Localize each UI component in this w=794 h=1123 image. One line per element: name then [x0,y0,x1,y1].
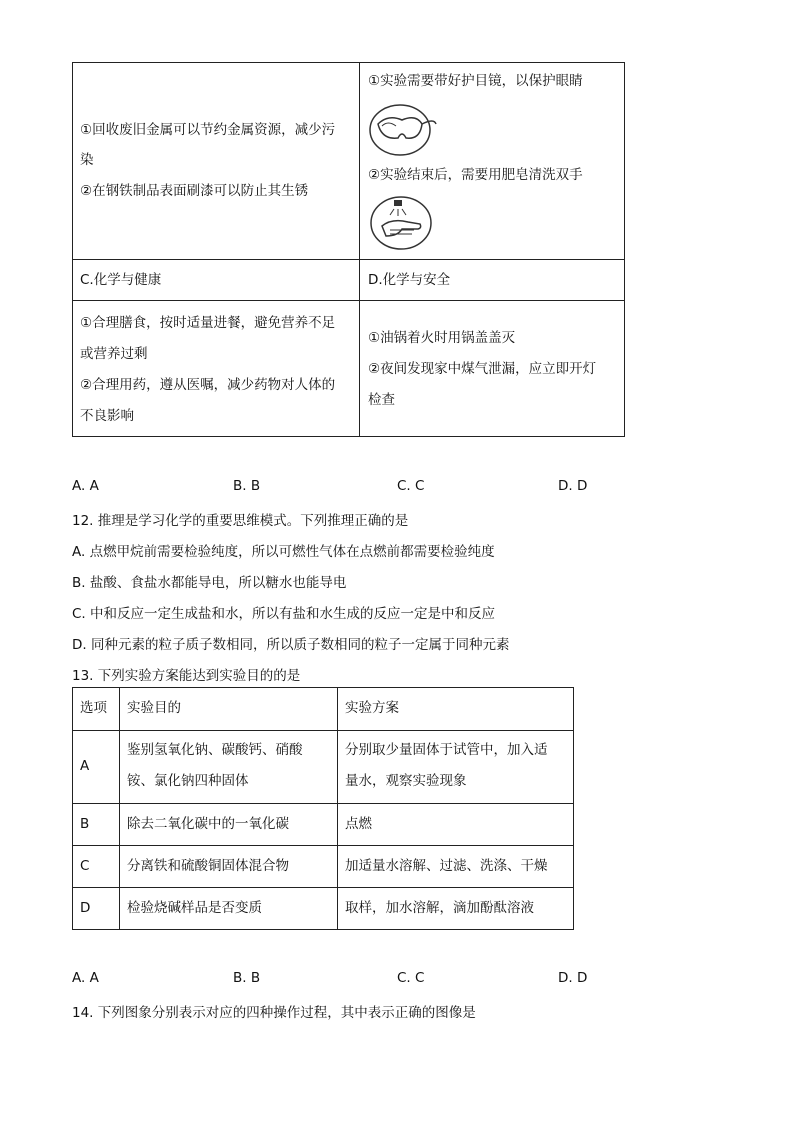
q13-header-option: 选项 [80,700,107,716]
q13-option-b[interactable]: B. B [233,970,261,986]
q12-option-b[interactable]: B. 盐酸、食盐水都能导电，所以糖水也能导电 [72,575,347,591]
cell-health-4: 不良影响 [80,408,134,424]
cell-metal-1: ①回收废旧金属可以节约金属资源，减少污 [80,122,336,138]
q14-stem: 14. 下列图象分别表示对应的四种操作过程，其中表示正确的图像是 [72,1005,476,1021]
q13-row-a-goal-1: 鉴别氢氧化钠、碳酸钙、硝酸 [127,742,303,758]
q13-option-c[interactable]: C. C [397,970,425,986]
q13-row-b-goal: 除去二氧化碳中的一氧化碳 [127,816,289,832]
q11-option-b[interactable]: B. B [233,478,261,494]
cell-safety-3: 检查 [368,392,395,408]
cell-health-2: 或营养过剩 [80,346,148,362]
q13-row-b-plan: 点燃 [345,816,372,832]
cell-metal-2: 染 [80,152,94,168]
q13-row-d-goal: 检验烧碱样品是否变质 [127,900,262,916]
q12-option-d[interactable]: D. 同种元素的粒子质子数相同，所以质子数相同的粒子一定属于同种元素 [72,637,510,653]
q11-option-c[interactable]: C. C [397,478,425,494]
hand-washing-icon [368,194,438,252]
cell-safety-2: ②夜间发现家中煤气泄漏，应立即开灯 [368,361,597,377]
cell-metal-3: ②在钢铁制品表面刷漆可以防止其生锈 [80,183,309,199]
cell-health-3: ②合理用药，遵从医嘱，减少药物对人体的 [80,377,336,393]
q13-row-c-option: C [80,858,90,874]
goggles-icon [368,100,438,160]
q13-row-a-plan-1: 分别取少量固体于试管中，加入适 [345,742,548,758]
q13-row-d-plan: 取样，加水溶解，滴加酚酞溶液 [345,900,534,916]
q13-row-a-option: A [80,758,90,774]
q13-row-a-plan-2: 量水，观察实验现象 [345,773,467,789]
q13-row-b-option: B [80,816,90,832]
q13-header-goal: 实验目的 [127,700,181,716]
cell-health-1: ①合理膳食，按时适量进餐，避免营养不足 [80,315,336,331]
cell-lab-2: ②实验结束后，需要用肥皂清洗双手 [368,167,583,183]
q13-option-d[interactable]: D. D [558,970,588,986]
q13-stem: 13. 下列实验方案能达到实验目的的是 [72,668,301,684]
q13-row-c-goal: 分离铁和硫酸铜固体混合物 [127,858,289,874]
cell-safety-1: ①油锅着火时用锅盖盖灭 [368,330,516,346]
q11-option-a[interactable]: A. A [72,478,99,494]
q12-option-c[interactable]: C. 中和反应一定生成盐和水，所以有盐和水生成的反应一定是中和反应 [72,606,496,622]
cell-lab-1: ①实验需要带好护目镜，以保护眼睛 [368,73,583,89]
header-health: C.化学与健康 [80,272,162,288]
q13-header-plan: 实验方案 [345,700,399,716]
q13-row-c-plan: 加适量水溶解、过滤、洗涤、干燥 [345,858,548,874]
q12-stem: 12. 推理是学习化学的重要思维模式。下列推理正确的是 [72,513,409,529]
q12-option-a[interactable]: A. 点燃甲烷前需要检验纯度，所以可燃性气体在点燃前都需要检验纯度 [72,544,495,560]
header-safety: D.化学与安全 [368,272,451,288]
q13-option-a[interactable]: A. A [72,970,99,986]
q11-option-d[interactable]: D. D [558,478,588,494]
q13-row-a-goal-2: 铵、氯化钠四种固体 [127,773,249,789]
q13-row-d-option: D [80,900,91,916]
